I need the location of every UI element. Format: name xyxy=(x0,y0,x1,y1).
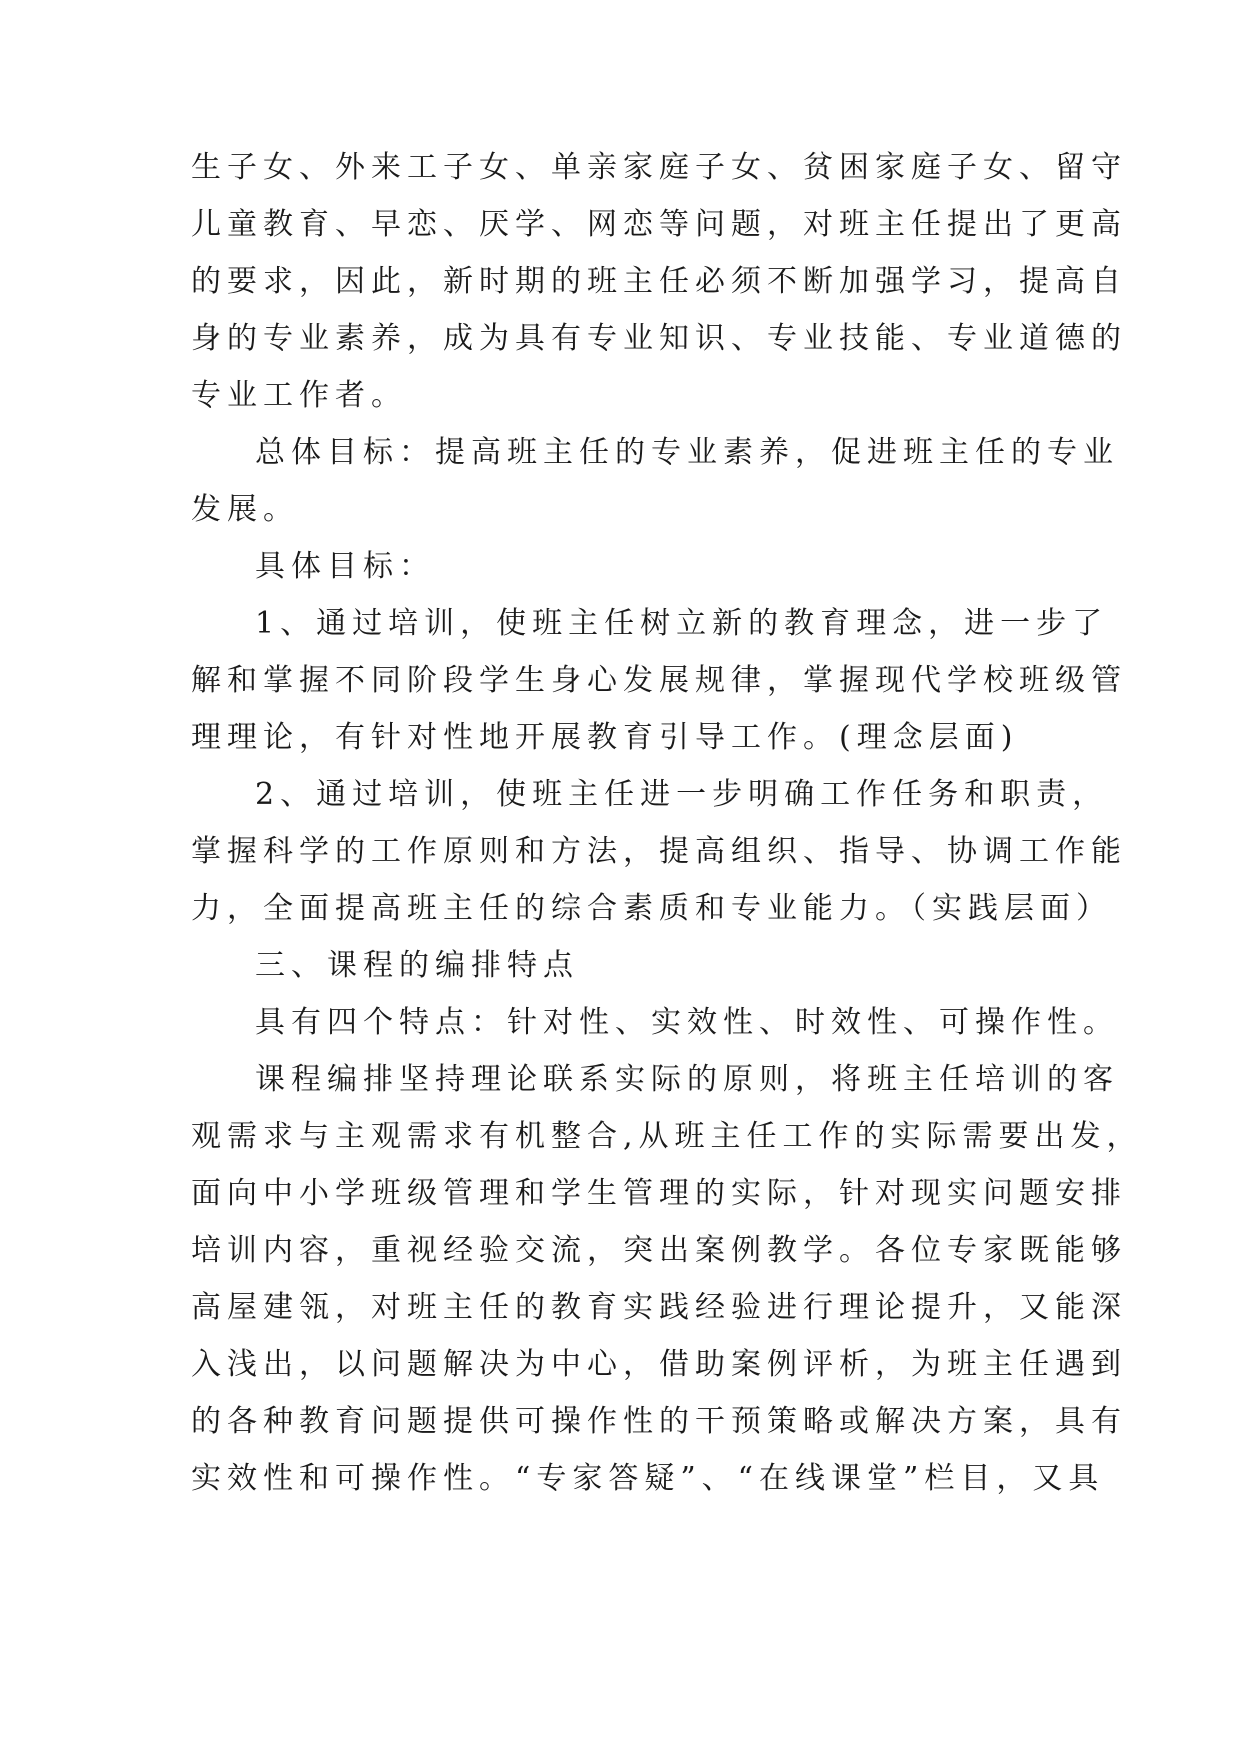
paragraph-start-line: 具体目标： xyxy=(255,549,435,584)
text-line: 实效性和可操作性。“专家答疑”、“在线课堂”栏目，又具 xyxy=(191,1461,1105,1496)
section-heading: 三、课程的编排特点 xyxy=(255,948,579,983)
text-line: 专业工作者。 xyxy=(191,378,407,413)
text-line: 掌握科学的工作原则和方法，提高组织、指导、协调工作能 xyxy=(191,834,1127,869)
text-line: 的各种教育问题提供可操作性的干预策略或解决方案，具有 xyxy=(191,1404,1127,1439)
text-line: 的要求，因此，新时期的班主任必须不断加强学习，提高自 xyxy=(191,264,1127,299)
text-line: 入浅出，以问题解决为中心，借助案例评析，为班主任遇到 xyxy=(191,1347,1127,1382)
text-line: 高屋建瓴，对班主任的教育实践经验进行理论提升，又能深 xyxy=(191,1290,1127,1325)
paragraph-start-line: 课程编排坚持理论联系实际的原则，将班主任培训的客 xyxy=(255,1062,1119,1097)
text-line: 生子女、外来工子女、单亲家庭子女、贫困家庭子女、留守 xyxy=(191,150,1127,185)
paragraph-start-line: 具有四个特点：针对性、实效性、时效性、可操作性。 xyxy=(255,1005,1119,1040)
text-line: 身的专业素养，成为具有专业知识、专业技能、专业道德的 xyxy=(191,321,1127,356)
paragraph-start-line: 2、通过培训，使班主任进一步明确工作任务和职责， xyxy=(255,777,1109,812)
text-line: 力，全面提高班主任的综合素质和专业能力。（实践层面） xyxy=(191,891,1112,926)
paragraph-start-line: 总体目标：提高班主任的专业素养，促进班主任的专业 xyxy=(255,435,1119,470)
text-line: 理理论，有针对性地开展教育引导工作。(理念层面) xyxy=(191,720,1019,755)
text-line: 培训内容，重视经验交流，突出案例教学。各位专家既能够 xyxy=(191,1233,1127,1268)
text-line: 解和掌握不同阶段学生身心发展规律，掌握现代学校班级管 xyxy=(191,663,1127,698)
text-line: 儿童教育、早恋、厌学、网恋等问题，对班主任提出了更高 xyxy=(191,207,1127,242)
text-line: 发展。 xyxy=(191,492,299,527)
text-line: 面向中小学班级管理和学生管理的实际，针对现实问题安排 xyxy=(191,1176,1127,1211)
text-line: 观需求与主观需求有机整合,从班主任工作的实际需要出发， xyxy=(191,1119,1143,1154)
paragraph-start-line: 1、通过培训，使班主任树立新的教育理念，进一步了 xyxy=(255,606,1109,641)
